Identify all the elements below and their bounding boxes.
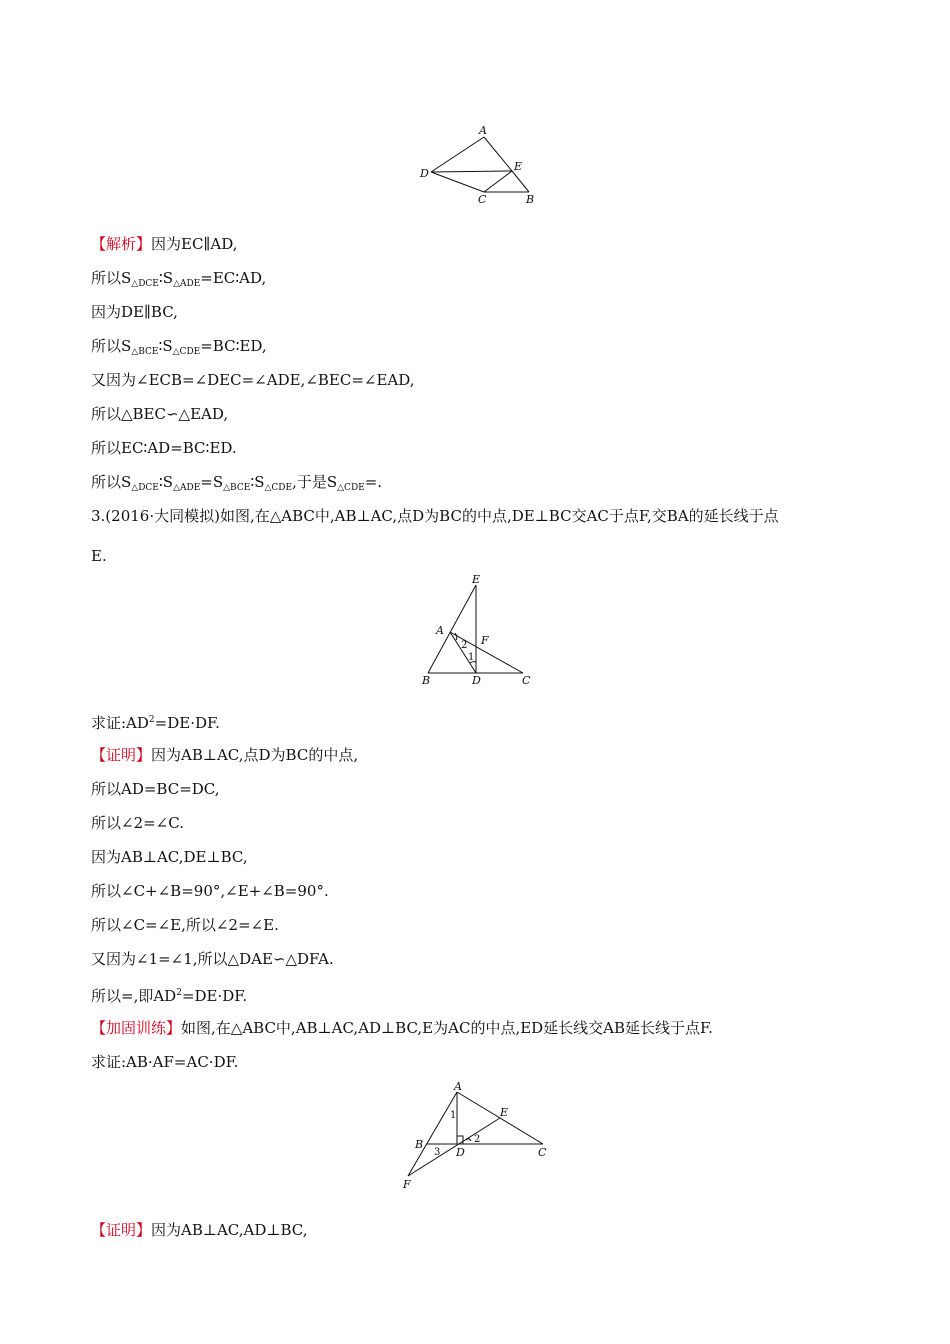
- sol1-line6: 所以△BEC∽△EAD,: [91, 405, 229, 423]
- extra-tag: 【加固训练】: [91, 1019, 182, 1037]
- problem3-line2: E.: [91, 547, 107, 565]
- sol3-line1: 【证明】因为AB⊥AC,点D为BC的中点,: [91, 746, 359, 764]
- label-angle-2: 2: [461, 640, 468, 651]
- problem3-line1: 3.(2016·大同模拟)如图,在△ABC中,AB⊥AC,点D为BC的中点,DE⊥BC交AC于点F,交BA的延长线于点: [91, 507, 779, 525]
- extra-line1: 【加固训练】如图,在△ABC中,AB⊥AC,AD⊥BC,E为AC的中点,ED延长线交AB延长线于点F.: [91, 1019, 713, 1037]
- figure-quadrilateral: [410, 120, 550, 210]
- label-A: A: [436, 624, 444, 637]
- label-angle-1: 1: [450, 1110, 457, 1121]
- sol4-line1: 【证明】因为AB⊥AC,AD⊥BC,: [91, 1221, 308, 1239]
- proof-tag-2: 【证明】: [91, 1221, 152, 1239]
- sol3-line3: 所以∠2=∠C.: [91, 814, 184, 832]
- label-A: A: [479, 124, 487, 137]
- sol3-line5: 所以∠C+∠B=90°,∠E+∠B=90°.: [91, 882, 329, 900]
- figure-triangle-2: [415, 570, 540, 690]
- label-B: B: [526, 193, 535, 206]
- analysis-tag: 【解析】: [91, 235, 152, 253]
- sol3-line2: 所以AD=BC=DC,: [91, 780, 220, 798]
- sol3-line8: 所以=,即$AD^2=DE\cdot DF$.: [91, 987, 248, 1005]
- label-C: C: [478, 193, 487, 206]
- label-B: B: [415, 1138, 424, 1151]
- label-F: F: [481, 634, 489, 647]
- label-E: E: [514, 160, 523, 173]
- label-E: E: [472, 573, 481, 586]
- sol1-line4: 所以$S_{\triangle BCE}∶S_{\triangle CDE}=BC∶ED$,: [91, 337, 267, 357]
- label-E: E: [500, 1106, 509, 1119]
- label-C: C: [522, 674, 531, 687]
- label-B: B: [422, 674, 431, 687]
- label-angle-2: 2: [474, 1134, 481, 1145]
- sol1-line3: 因为DE∥BC,: [91, 303, 178, 321]
- label-D: D: [472, 674, 481, 687]
- sol3-line7: 又因为∠1=∠1,所以△DAE∽△DFA.: [91, 950, 334, 968]
- label-angle-3: 3: [434, 1147, 441, 1158]
- sol3-line6: 所以∠C=∠E,所以∠2=∠E.: [91, 916, 279, 934]
- sol3-line4: 因为AB⊥AC,DE⊥BC,: [91, 848, 248, 866]
- sol1-line7: 所以EC∶AD=BC∶ED.: [91, 439, 237, 457]
- prove3: 求证$:AD^2=DE\cdot DF$.: [91, 714, 220, 732]
- proof-tag: 【证明】: [91, 746, 152, 764]
- sol1-line1: 【解析】因为EC∥AD,: [91, 235, 238, 253]
- sol1-line5: 又因为∠ECB=∠DEC=∠ADE,∠BEC=∠EAD,: [91, 371, 415, 389]
- label-angle-1: 1: [468, 652, 475, 663]
- extra-line2: 求证:AB·AF=AC·DF.: [91, 1053, 239, 1071]
- label-D: D: [456, 1146, 465, 1159]
- sol1-line2: 所以$S_{\triangle DCE}∶S_{\triangle ADE}=EC∶AD$,: [91, 269, 267, 289]
- sol1-line8: 所以$S_{\triangle DCE}∶S_{\triangle ADE}=S_{\triangle BCE}∶S_{\triangle CDE}$,于是$S_{\triangle CDE}=$.: [91, 473, 383, 493]
- label-F: F: [403, 1178, 411, 1191]
- label-A: A: [454, 1080, 462, 1093]
- label-C: C: [538, 1146, 547, 1159]
- figure-triangle-3: [398, 1078, 558, 1193]
- label-D: D: [420, 167, 429, 180]
